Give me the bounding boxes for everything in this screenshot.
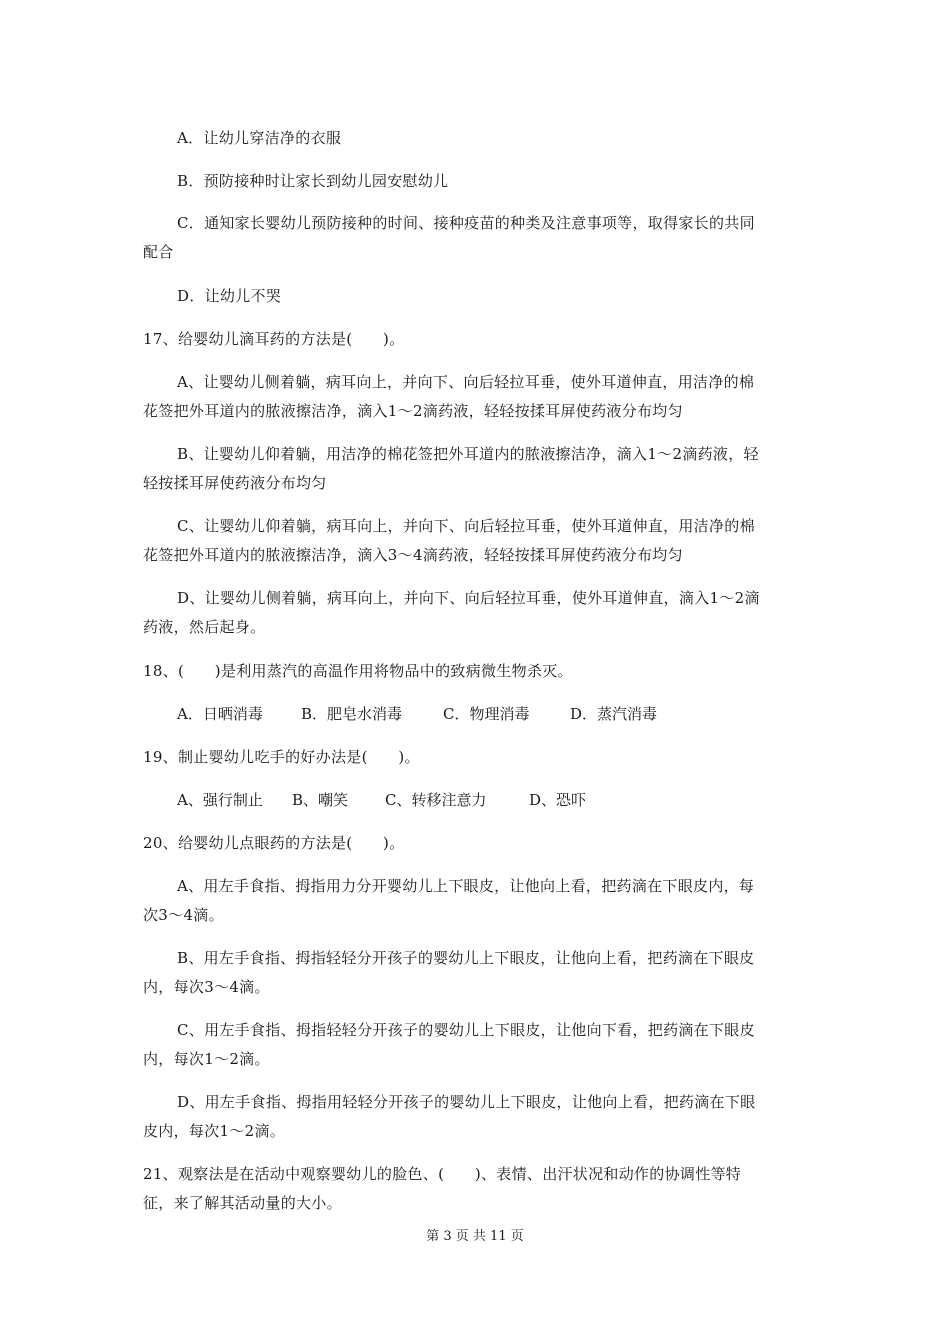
q18-option-c: C．物理消毒 [443, 705, 530, 723]
q19-option-c: C、转移注意力 [385, 791, 487, 809]
q20-stem: 20、给婴幼儿点眼药的方法是( )。 [143, 834, 405, 852]
q20-option-d-line1: D、用左手食指、拇指用轻轻分开孩子的婴幼儿上下眼皮，让他向上看，把药滴在下眼 [177, 1093, 756, 1111]
q17-option-d-line1: D、让婴幼儿侧着躺，病耳向上，并向下、向后轻拉耳垂，使外耳道伸直，滴入1～2滴 [177, 589, 760, 607]
q20-option-b-line1: B、用左手食指、拇指轻轻分开孩子的婴幼儿上下眼皮，让他向上看，把药滴在下眼皮 [177, 949, 755, 967]
q20-option-b-line2: 内，每次3～4滴。 [143, 978, 270, 996]
page-number-footer: 第 3 页 共 11 页 [426, 1229, 524, 1244]
q17-option-c-line2: 花签把外耳道内的脓液擦洁净，滴入3～4滴药液，轻轻按揉耳屏使药液分布均匀 [143, 546, 683, 564]
q19-option-b: B、嘲笑 [292, 791, 349, 809]
q17-option-b-line1: B、让婴幼儿仰着躺，用洁净的棉花签把外耳道内的脓液擦洁净，滴入1～2滴药液，轻 [177, 445, 759, 463]
q20-option-d-line2: 皮内，每次1～2滴。 [143, 1122, 286, 1140]
q21-stem-line1: 21、观察法是在活动中观察婴幼儿的脸色、( )、表情、出汗状况和动作的协调性等特 [143, 1165, 742, 1183]
q17-option-b-line2: 轻按揉耳屏使药液分布均匀 [143, 474, 327, 492]
q18-option-d: D．蒸汽消毒 [570, 705, 658, 723]
q16-option-a: A．让幼儿穿洁净的衣服 [177, 129, 342, 147]
q18-option-b: B．肥皂水消毒 [301, 705, 403, 723]
q17-option-c-line1: C、让婴幼儿仰着躺，病耳向上，并向下、向后轻拉耳垂，使外耳道伸直，用洁净的棉 [177, 517, 755, 535]
q16-option-c-line1: C．通知家长婴幼儿预防接种的时间、接种疫苗的种类及注意事项等，取得家长的共同 [177, 214, 755, 232]
q20-option-c-line2: 内，每次1～2滴。 [143, 1050, 270, 1068]
q20-option-c-line1: C、用左手食指、拇指轻轻分开孩子的婴幼儿上下眼皮，让他向下看，把药滴在下眼皮 [177, 1021, 755, 1039]
q19-option-a: A、强行制止 [177, 791, 263, 809]
q18-stem: 18、( )是利用蒸汽的高温作用将物品中的致病微生物杀灭。 [143, 662, 573, 680]
q17-option-a-line2: 花签把外耳道内的脓液擦洁净，滴入1～2滴药液，轻轻按揉耳屏使药液分布均匀 [143, 402, 683, 420]
q16-option-b: B．预防接种时让家长到幼儿园安慰幼儿 [177, 172, 449, 190]
q19-option-d: D、恐吓 [529, 791, 587, 809]
q16-option-c-line2: 配合 [143, 243, 174, 261]
q17-option-a-line1: A、让婴幼儿侧着躺，病耳向上，并向下、向后轻拉耳垂，使外耳道伸直，用洁净的棉 [177, 373, 755, 391]
q21-stem-line2: 征，来了解其活动量的大小。 [143, 1194, 342, 1212]
q18-option-a: A．日晒消毒 [177, 705, 263, 723]
q20-option-a-line1: A、用左手食指、拇指用力分开婴幼儿上下眼皮，让他向上看，把药滴在下眼皮内，每 [177, 877, 755, 895]
q18-options [177, 704, 737, 724]
q16-option-d: D．让幼儿不哭 [177, 287, 282, 305]
q19-options [177, 790, 737, 810]
q17-stem: 17、给婴幼儿滴耳药的方法是( )。 [143, 330, 405, 348]
q20-option-a-line2: 次3～4滴。 [143, 906, 224, 924]
q19-stem: 19、制止婴幼儿吃手的好办法是( )。 [143, 748, 420, 766]
q17-option-d-line2: 药液，然后起身。 [143, 618, 266, 636]
